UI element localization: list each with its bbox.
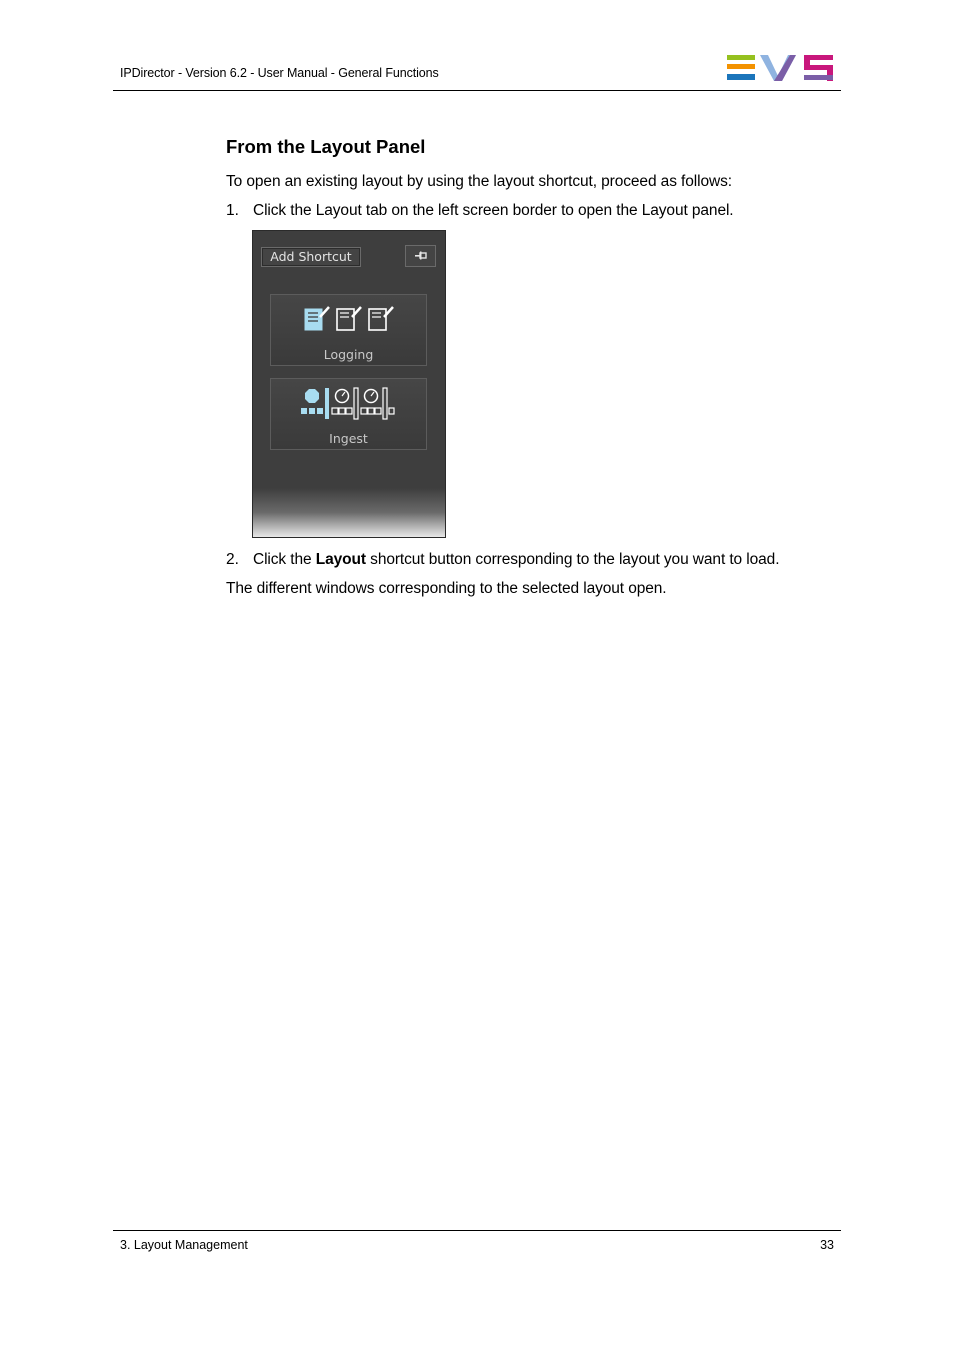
ingest-label: Ingest: [329, 431, 368, 446]
ingest-layout-icon: [271, 379, 428, 429]
footer-section: 3. Layout Management: [120, 1238, 248, 1252]
logging-layout-icon: [271, 295, 428, 345]
section-heading: From the Layout Panel: [226, 136, 426, 157]
footer-divider: [113, 1230, 841, 1231]
step-1-text: Click the Layout tab on the left screen border to open the Layout panel.: [253, 202, 734, 219]
layout-panel-screenshot: [252, 230, 446, 538]
logging-label: Logging: [323, 347, 374, 362]
add-shortcut-button[interactable]: Add Shortcut: [261, 247, 361, 267]
conclusion-text: The different windows corresponding to the selected layout open.: [226, 580, 667, 597]
header-title: IPDirector - Version 6.2 - User Manual - General Functions: [120, 66, 439, 80]
evs-logo: [726, 54, 834, 82]
step-2-number: 2.: [226, 551, 239, 568]
step-2-text-before: Click the: [253, 551, 316, 568]
step-1-number: 1.: [226, 202, 239, 219]
logging-shortcut[interactable]: [270, 294, 427, 366]
intro-text: To open an existing layout by using the layout shortcut, proceed as follows:: [226, 173, 732, 190]
step-2-bold: Layout: [315, 551, 366, 568]
pin-button[interactable]: [405, 245, 436, 267]
page-number: 33: [820, 1238, 834, 1252]
pin-icon: [406, 246, 435, 266]
header-divider: [113, 90, 841, 91]
ingest-shortcut[interactable]: [270, 378, 427, 450]
step-2-text: [253, 551, 779, 569]
step-2-text-after: shortcut button corresponding to the layout you want to load.: [365, 551, 780, 568]
